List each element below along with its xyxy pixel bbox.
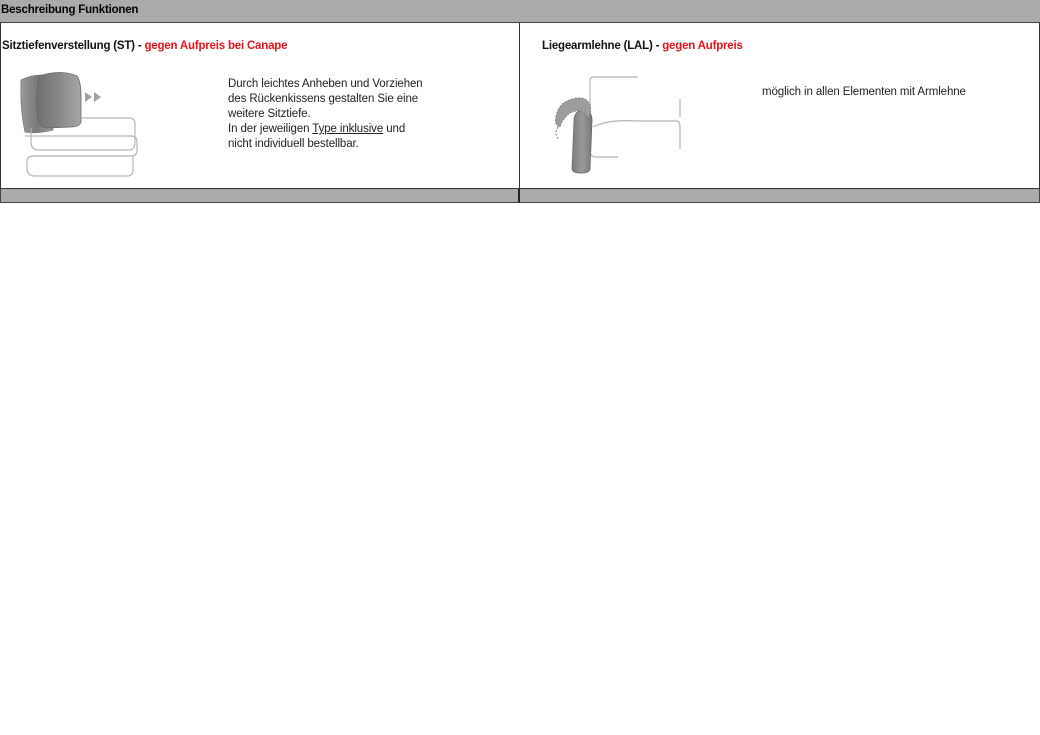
description-line: des Rückenkissens gestalten Sie eine — [228, 93, 419, 105]
reclining-armrest-icon — [548, 73, 688, 183]
type-inclusive-link[interactable]: Type inklusive — [312, 123, 384, 135]
feature-panel-reclining-armrest — [520, 23, 1040, 189]
sofa-seat-depth-icon — [15, 70, 145, 180]
description-line: weitere Sitztiefe. — [228, 108, 311, 120]
description-line — [228, 122, 458, 137]
description-line: möglich in allen Elementen mit Armlehne — [762, 86, 966, 98]
description-line: Durch leichtes Anheben und Vorziehen — [228, 78, 423, 90]
feature-panel-seat-depth — [0, 23, 520, 189]
description-text: und — [383, 123, 406, 135]
feature-price-note: gegen Aufpreis — [662, 40, 743, 52]
feature-title-separator: - — [655, 40, 660, 52]
description-text: In der jeweiligen — [228, 123, 313, 135]
feature-title-main: Liegearmlehne (LAL) — [542, 40, 653, 52]
feature-title — [542, 40, 743, 52]
feature-title-main: Sitztiefenverstellung (ST) — [2, 40, 135, 52]
feature-title-separator: - — [137, 40, 142, 52]
panel-footer-left — [0, 189, 520, 203]
section-title: Beschreibung Funktionen — [1, 4, 139, 16]
panel-footer-right — [520, 189, 1040, 203]
description-line: nicht individuell bestellbar. — [228, 138, 359, 150]
feature-title — [2, 40, 287, 52]
feature-description — [762, 85, 1022, 100]
section-header — [0, 0, 1040, 23]
feature-price-note: gegen Aufpreis bei Canape — [144, 40, 288, 52]
feature-description — [228, 77, 458, 152]
